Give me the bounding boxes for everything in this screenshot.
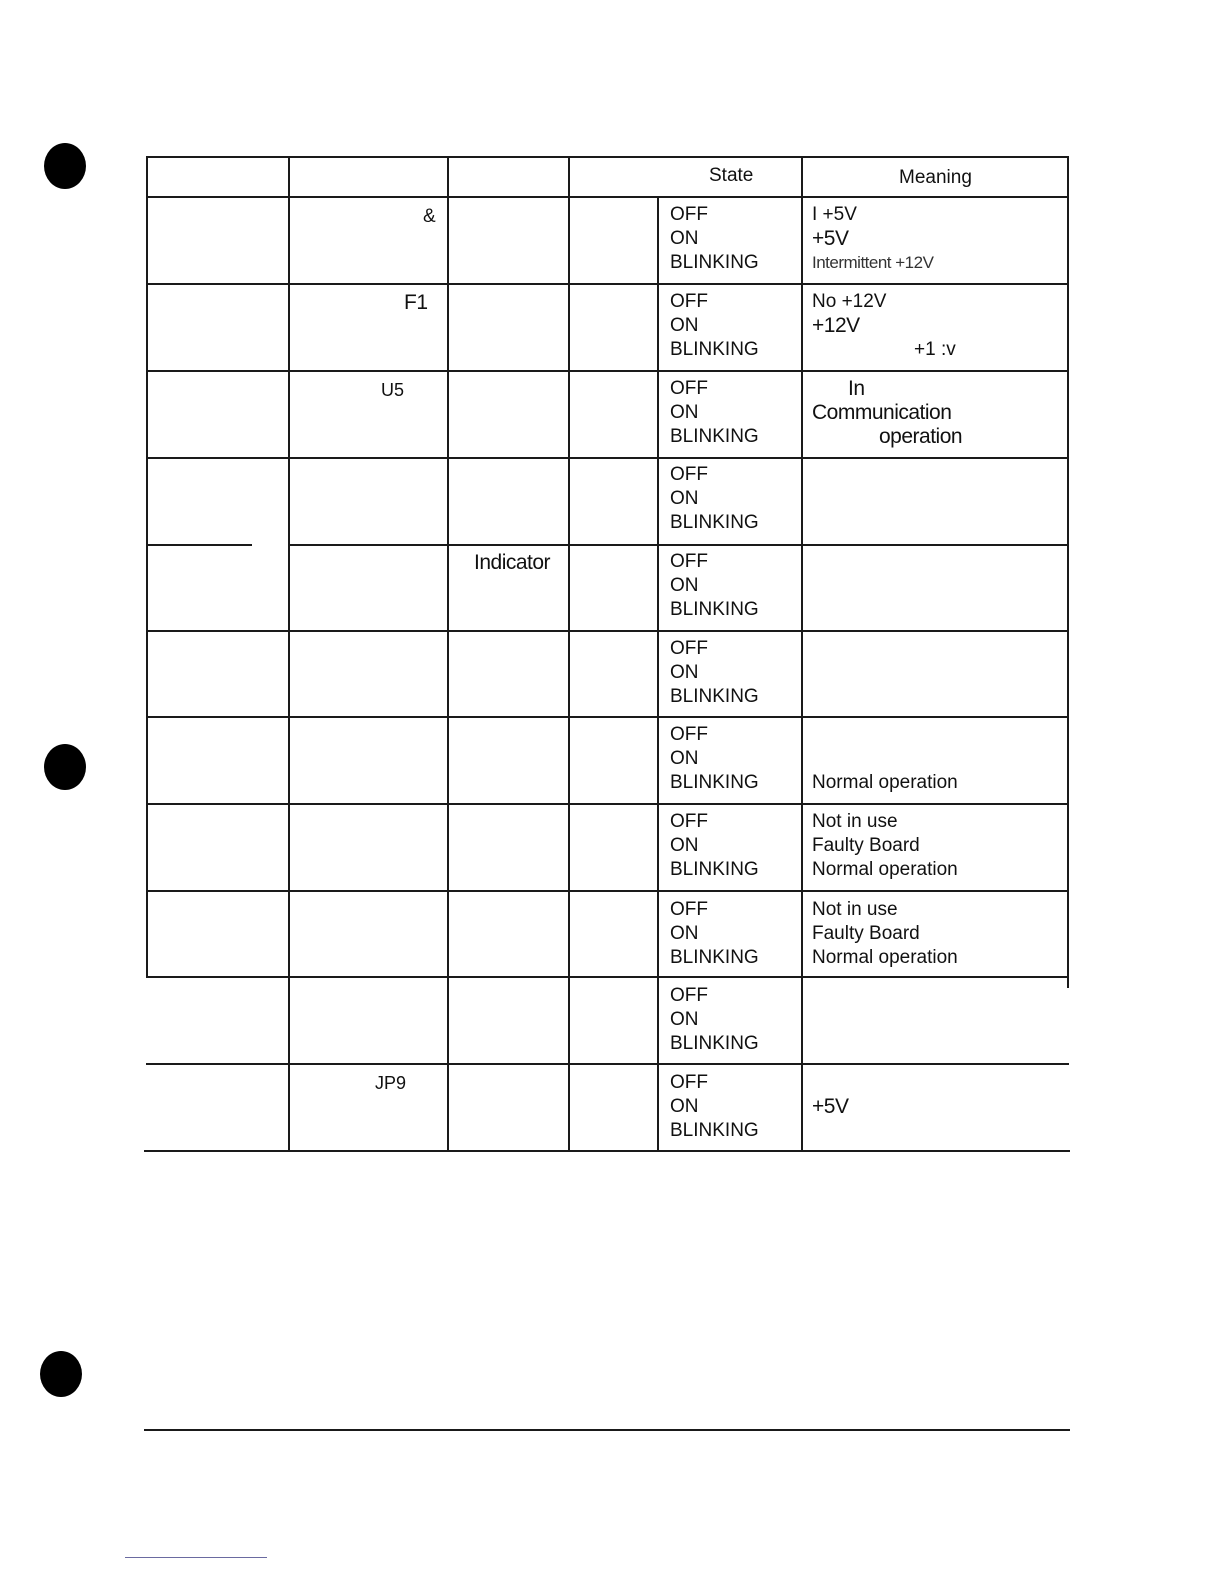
meaning-cell (812, 984, 1062, 1056)
state-off: OFF (670, 464, 708, 485)
grid-hline (146, 544, 252, 546)
meaning-blinking: +1 :v (914, 339, 956, 360)
bottom-rule (125, 1557, 267, 1558)
state-on: ON (670, 315, 699, 336)
meaning-blinking: operation (879, 425, 963, 448)
grid-hline (146, 457, 1069, 459)
state-off: OFF (670, 204, 708, 225)
grid-vline (801, 156, 803, 1152)
meaning-cell (812, 810, 1062, 882)
state-off: OFF (670, 291, 708, 312)
meaning-off (812, 984, 1062, 1008)
meaning-off: No +12V (812, 291, 887, 312)
meaning-on: Communication (812, 401, 952, 424)
meaning-off: I +5V (812, 204, 857, 225)
meaning-off (812, 463, 1062, 487)
state-on: ON (670, 488, 699, 509)
state-cell (670, 637, 798, 709)
grid-hline (288, 544, 1069, 546)
meaning-on (812, 747, 1062, 771)
grid-hline (146, 976, 1069, 978)
state-on: ON (670, 228, 699, 249)
state-blinking: BLINKING (670, 512, 759, 533)
state-blinking: BLINKING (670, 859, 759, 880)
state-cell (670, 810, 798, 882)
grid-hline (146, 1063, 1069, 1065)
meaning-cell (812, 203, 1062, 275)
meaning-off (812, 550, 1062, 574)
meaning-cell (812, 1071, 1062, 1143)
meaning-off: Not in use (812, 899, 898, 920)
state-off: OFF (670, 724, 708, 745)
meaning-blinking: Intermittent +12V (812, 253, 934, 272)
state-blinking: BLINKING (670, 947, 759, 968)
meaning-blinking: Normal operation (812, 859, 958, 880)
meaning-off (812, 723, 1062, 747)
grid-hline (146, 196, 1069, 198)
state-blinking: BLINKING (670, 1120, 759, 1141)
state-cell (670, 984, 798, 1056)
meaning-cell (812, 637, 1062, 709)
meaning-off: Not in use (812, 811, 898, 832)
meaning-blinking (812, 511, 1062, 535)
meaning-on (812, 661, 1062, 685)
state-off: OFF (670, 638, 708, 659)
meaning-off (812, 637, 1062, 661)
meaning-blinking (812, 1119, 1062, 1143)
state-blinking: BLINKING (670, 772, 759, 793)
meaning-on: +5V (812, 227, 849, 250)
grid-hline (146, 716, 1069, 718)
grid-vline (657, 196, 659, 1152)
state-on: ON (670, 662, 699, 683)
state-blinking: BLINKING (670, 426, 759, 447)
meaning-blinking (812, 598, 1062, 622)
state-cell (670, 898, 798, 970)
grid-hline (146, 156, 1069, 158)
grid-vline (1067, 156, 1069, 988)
grid-hline (146, 630, 1069, 632)
meaning-on (812, 574, 1062, 598)
meaning-blinking (812, 685, 1062, 709)
state-blinking: BLINKING (670, 1033, 759, 1054)
meaning-cell (812, 898, 1062, 970)
meaning-blinking: Normal operation (812, 947, 958, 968)
state-on: ON (670, 748, 699, 769)
state-off: OFF (670, 899, 708, 920)
state-cell (670, 377, 798, 449)
state-blinking: BLINKING (670, 599, 759, 620)
state-header: State (709, 165, 754, 186)
state-cell (670, 1071, 798, 1143)
meaning-on: +5V (812, 1095, 849, 1118)
state-blinking: BLINKING (670, 252, 759, 273)
state-blinking: BLINKING (670, 339, 759, 360)
meaning-cell (812, 290, 1062, 362)
indicator-fragment: Indicator (474, 551, 551, 574)
state-blinking: BLINKING (670, 686, 759, 707)
state-off: OFF (670, 985, 708, 1006)
meaning-header: Meaning (899, 167, 972, 188)
meaning-cell (812, 377, 1062, 449)
grid-hline (146, 283, 1069, 285)
state-on: ON (670, 923, 699, 944)
state-on: ON (670, 402, 699, 423)
grid-hline (146, 803, 1069, 805)
meaning-on (812, 487, 1062, 511)
jp9-fragment: JP9 (375, 1073, 407, 1093)
f1-fragment: F1 (404, 291, 428, 314)
meaning-cell (812, 550, 1062, 622)
grid-vline (146, 156, 148, 976)
grid-hline (146, 370, 1069, 372)
state-off: OFF (670, 378, 708, 399)
meaning-cell (812, 463, 1062, 535)
state-on: ON (670, 1096, 699, 1117)
meaning-on: Faulty Board (812, 923, 920, 944)
grid-vline (288, 156, 290, 1152)
meaning-on: +12V (812, 314, 860, 337)
state-off: OFF (670, 551, 708, 572)
grid-hline (146, 890, 1069, 892)
state-off: OFF (670, 811, 708, 832)
meaning-blinking: Normal operation (812, 772, 958, 793)
grid-hline (144, 1150, 1070, 1152)
meaning-off: In (848, 377, 865, 400)
state-on: ON (670, 575, 699, 596)
grid-vline (568, 156, 570, 1152)
state-cell (670, 290, 798, 362)
state-cell (670, 463, 798, 535)
state-cell (670, 203, 798, 275)
u5-fragment: U5 (381, 380, 405, 400)
state-cell (670, 723, 798, 795)
state-cell (670, 550, 798, 622)
state-on: ON (670, 1009, 699, 1030)
state-on: ON (670, 835, 699, 856)
meaning-on (812, 1008, 1062, 1032)
state-off: OFF (670, 1072, 708, 1093)
footer-rule (144, 1429, 1070, 1431)
ampersand-fragment: & (423, 206, 436, 227)
meaning-on: Faulty Board (812, 835, 920, 856)
meaning-cell (812, 723, 1062, 795)
grid-vline (447, 156, 449, 1152)
meaning-blinking (812, 1032, 1062, 1056)
meaning-off (812, 1071, 1062, 1095)
